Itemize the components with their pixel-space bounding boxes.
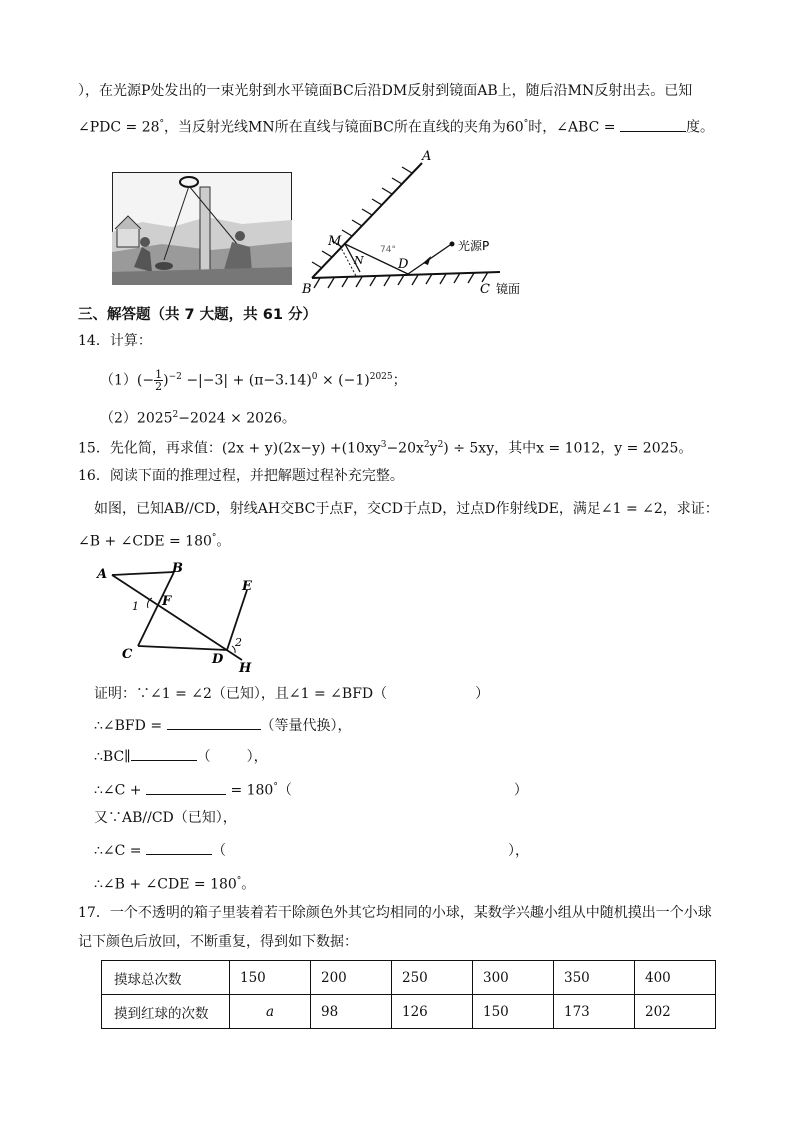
svg-text:D: D	[212, 652, 224, 667]
geometry-figure-16	[92, 560, 272, 678]
table-row	[102, 995, 716, 1029]
exp: 2025	[369, 372, 393, 382]
cell: 350	[554, 961, 635, 995]
cell: 200	[311, 961, 392, 995]
proof-line-7: ∴∠B + ∠CDE = 180°。	[94, 876, 256, 893]
answer-blank	[131, 746, 197, 761]
p16-given: 如图，已知AB//CD，射线AH交BC于点F，交CD于点D，过点D作射线DE，满足∠1 = ∠2，求证：	[94, 501, 719, 517]
cell: 150	[473, 995, 554, 1029]
label-angle: 74°	[380, 245, 396, 255]
exp: 0	[311, 372, 318, 382]
cell: 400	[635, 961, 716, 995]
cell: 98	[311, 995, 392, 1029]
data-table	[101, 960, 716, 1029]
mirror-diagram	[300, 150, 530, 295]
table-row	[102, 961, 716, 995]
cell: 250	[392, 961, 473, 995]
svg-text:C: C	[122, 647, 133, 662]
proof-line-3: ∴BC∥ （ ），	[94, 746, 268, 767]
svg-text:H: H	[239, 661, 252, 676]
proof-line-2: ∴∠BFD = （等量代换），	[94, 715, 352, 736]
exp: 2	[172, 410, 179, 420]
proof-line-1: 证明：∵∠1 = ∠2（已知），且∠1 = ∠BFD（ ）	[94, 686, 490, 702]
svg-text:2: 2	[235, 636, 242, 649]
row-header: 摸球总次数	[102, 961, 230, 995]
p17-line1: 17．一个不透明的箱子里装着若干除颜色外其它均相同的小球，某数学兴趣小组从中随机摸出一个小球	[78, 905, 712, 921]
q1-rest: −|−3| + (π−3.14)	[186, 372, 312, 389]
deg-mark: °	[523, 119, 529, 129]
label-mirror: 镜面	[496, 282, 521, 295]
svg-text:A: A	[97, 567, 108, 582]
svg-text:1: 1	[132, 600, 139, 613]
p13-line2	[78, 114, 714, 138]
row-header: 摸到红球的次数	[102, 995, 230, 1029]
cell: 173	[554, 995, 635, 1029]
q1-label: （1）	[100, 372, 137, 389]
svg-text:F: F	[162, 594, 172, 609]
cell: 126	[392, 995, 473, 1029]
label-D: D	[398, 257, 409, 272]
svg-text:E: E	[242, 579, 252, 594]
label-N: N	[354, 254, 364, 267]
svg-text:B: B	[172, 561, 183, 576]
p13-angle-given: ∠PDC = 28	[78, 119, 160, 136]
p16-claim: ∠B + ∠CDE = 180°。	[78, 533, 231, 550]
cell: 202	[635, 995, 716, 1029]
p14-q2: $(2)2025^2-2024 \times 2026$。	[100, 410, 296, 427]
label-B: B	[302, 282, 312, 295]
p13-question: 时，∠ABC =	[528, 119, 616, 136]
deg-mark: °	[159, 119, 165, 129]
exp: −2	[168, 372, 182, 382]
p13-unit: 度。	[685, 119, 714, 136]
label-P: 光源P	[458, 239, 490, 253]
label-A: A	[422, 150, 432, 164]
illustration-photo	[112, 172, 292, 285]
label-M: M	[328, 234, 342, 249]
section-3-title: 三、解答题（共 7 大题，共 61 分）	[78, 307, 317, 323]
answer-blank	[620, 117, 686, 132]
fraction: $\frac{1}{2}$	[155, 368, 163, 394]
label-C: C	[480, 282, 490, 295]
q1-rest2: × (−1)	[317, 372, 370, 389]
p14-intro: 14．计算：	[78, 333, 152, 349]
cell: 300	[473, 961, 554, 995]
p17-line2: 记下颜色后放回，不断重复，得到如下数据：	[78, 934, 358, 950]
proof-line-6: ∴∠C = （ ），	[94, 840, 529, 861]
answer-blank	[167, 715, 261, 730]
cell: a	[230, 995, 311, 1029]
proof-line-5: 又∵AB//CD（已知），	[94, 810, 237, 826]
answer-blank	[146, 780, 226, 795]
p13-line1: ），在光源P处发出的一束光射到水平镜面BC后沿DM反射到镜面AB上，随后沿MN反射出去。已知	[78, 83, 693, 99]
cell: 150	[230, 961, 311, 995]
proof-line-4: ∴∠C + = 180°（ ）	[94, 777, 528, 801]
p15-text: 15．先化简，再求值：$(2x + y)(2x-y) +(10xy^3-20x^2y^2) \div 5xy$，其中x = 1012，y = 2025。	[78, 440, 693, 457]
p14-q1: （1）(− $\frac{1}{2}$ )$^{-2} -|-3| + (\pi-3.14)^0 \times (-1)^{2025}$；	[100, 368, 407, 394]
answer-blank	[146, 840, 212, 855]
p16-title: 16．阅读下面的推理过程，并把解题过程补充完整。	[78, 468, 404, 484]
p13-condition: ，当反射光线MN所在直线与镜面BC所在直线的夹角为60	[164, 119, 524, 136]
minus-sign: −	[142, 372, 155, 389]
